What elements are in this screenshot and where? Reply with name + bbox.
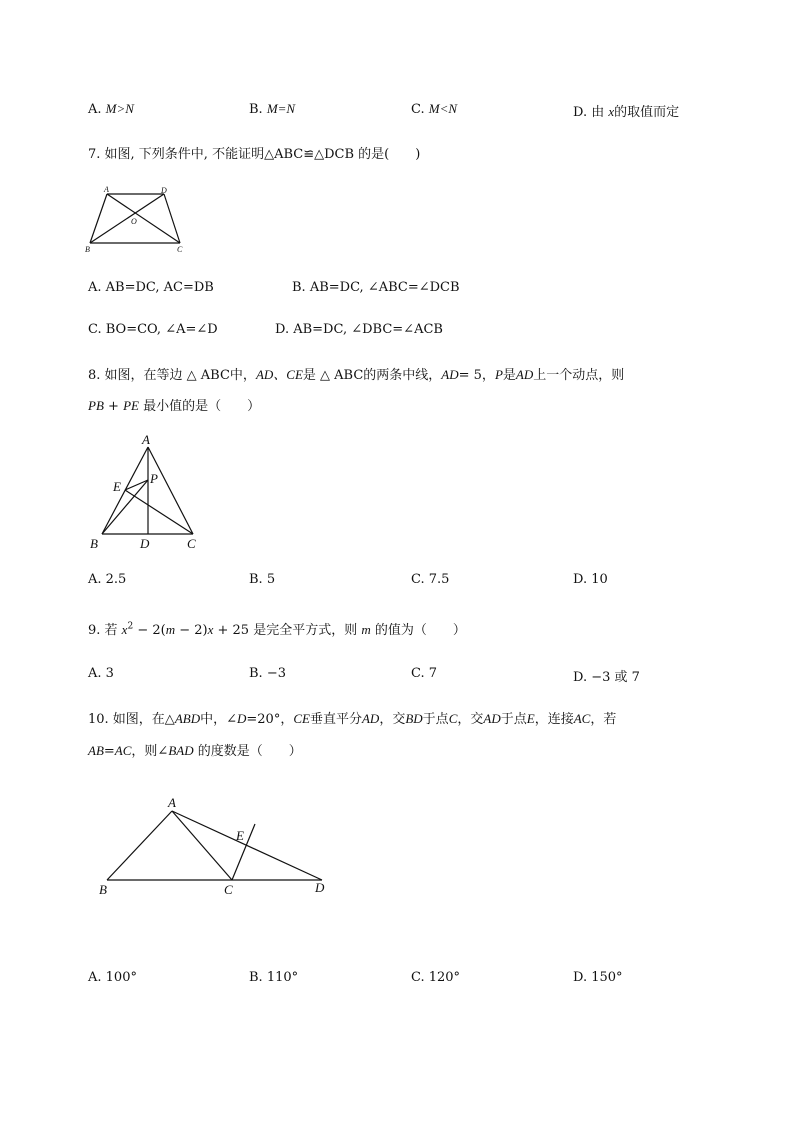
q10-option-b: B. 110°	[249, 970, 299, 985]
q10-label-b: B	[99, 882, 107, 897]
q8-label-b: B	[90, 536, 98, 551]
q10-option-a: A. 100°	[88, 970, 137, 985]
q7-segment-ab	[90, 194, 107, 243]
q8-option-c: C. 7.5	[411, 572, 450, 587]
q10-label-d: D	[315, 880, 325, 895]
q8-stem-line2: PB + PE 最小值的是（ ）	[88, 398, 261, 414]
q9-option-b: B. −3	[249, 666, 286, 681]
q7-option-b: B. AB=DC, ∠ABC=∠DCB	[292, 280, 460, 295]
q7-segment-db	[90, 194, 164, 243]
q7-option-d: D. AB=DC, ∠DBC=∠ACB	[275, 322, 443, 337]
q8-option-a: A. 2.5	[88, 572, 127, 587]
q10-option-d: D. 150°	[573, 970, 623, 985]
q8-label-a: A	[142, 432, 150, 447]
q9-option-a: A. 3	[88, 666, 114, 681]
q7-label-b: B	[85, 245, 90, 254]
q8-label-d: D	[140, 536, 150, 551]
q8-label-p: P	[150, 471, 158, 486]
q9-stem: 9. 若 $x^2 - 2(m - 2)x + 25$ 是完全平方式，则 m 的值为（ ）	[88, 621, 466, 638]
q10-label-e: E	[236, 828, 244, 843]
q10-segment-ab	[107, 811, 172, 880]
q8-option-b: B. 5	[249, 572, 276, 587]
q6-option-b-expr: M=N	[266, 101, 296, 116]
q10-segment-ad	[172, 811, 322, 880]
q7-option-c: C. BO=CO, ∠A=∠D	[88, 322, 218, 337]
q6-option-a-expr: M>N	[105, 101, 134, 116]
q10-option-c: C. 120°	[411, 970, 461, 985]
q7-option-a: A. AB=DC, AC=DB	[88, 280, 214, 295]
q7-label-d: D	[161, 186, 167, 195]
q7-label-c: C	[177, 245, 183, 254]
q7-stem: 7. 如图, 下列条件中, 不能证明△ABC≌△DCB 的是( )	[88, 147, 421, 162]
q10-figure	[96, 790, 336, 900]
q7-label-a: A	[104, 185, 109, 194]
q10-stem-line2: AB=AC，则∠BAD 的度数是（ ）	[88, 743, 302, 759]
q8-figure	[84, 430, 214, 554]
q8-segment-ec	[125, 490, 193, 534]
q8-label-e: E	[113, 479, 121, 494]
q6-option-c-expr: M<N	[428, 101, 458, 116]
q10-segment-ac	[172, 811, 232, 880]
q8-option-d: D. 10	[573, 572, 608, 587]
q10-stem-line1: 10. 如图，在△ABD中，∠D=20°，CE垂直平分AD，交BD于点C，交AD于点E，连接AC，若	[88, 711, 617, 727]
q10-label-a: A	[168, 795, 176, 810]
q7-figure	[84, 184, 194, 256]
q8-label-c: C	[187, 536, 196, 551]
q6-option-a: A. M>N	[88, 101, 134, 117]
q7-label-o: O	[131, 217, 137, 226]
q9-option-c: C. 7	[411, 666, 438, 681]
q8-segment-ac	[148, 447, 193, 534]
q6-option-d: D. 由 x的取值而定	[573, 104, 680, 120]
q9-option-d: D. −3 或 7	[573, 670, 640, 685]
q10-label-c: C	[224, 882, 233, 897]
q7-segment-ac	[107, 194, 180, 243]
q7-segment-dc	[164, 194, 180, 243]
q6-option-b: B. M=N	[249, 101, 296, 117]
q8-segment-bp	[102, 480, 148, 534]
q6-option-c: C. M<N	[411, 101, 458, 117]
q8-stem-line1: 8. 如图，在等边 △ ABC中，AD、CE是 △ ABC的两条中线，AD= 5，P是AD上一个动点，则	[88, 367, 625, 383]
